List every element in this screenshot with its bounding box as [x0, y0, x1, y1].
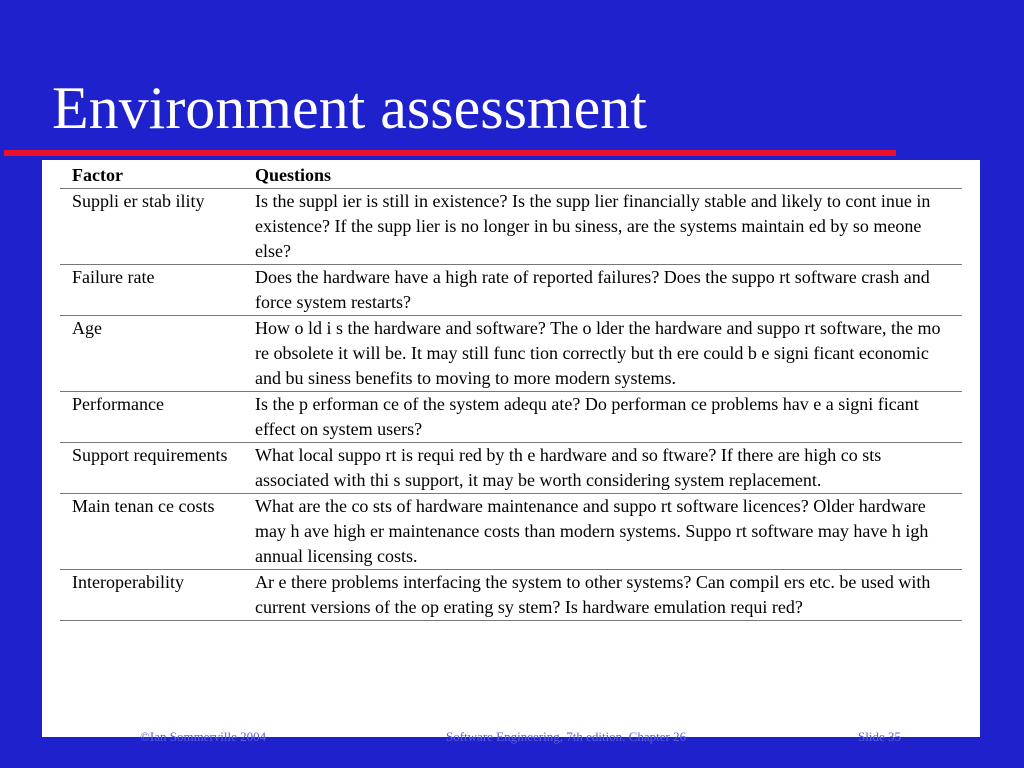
questions-cell: Does the hardware have a high rate of reported failures? Does the suppo rt software crash and force system restarts?: [243, 265, 962, 316]
slide-footer: [0, 729, 1024, 768]
factor-cell: Main tenan ce costs: [60, 494, 243, 570]
factor-cell: Performance: [60, 392, 243, 443]
table-row: [60, 392, 962, 443]
factor-cell: Suppli er stab ility: [60, 189, 243, 265]
questions-cell: Is the suppl ier is still in existence? Is the supp lier financially stable and likely to cont inue in existence? If the supp lier is no longer in bu siness, are the systems maintain ed by so meone else?: [243, 189, 962, 265]
footer-center: Software Engineering, 7th edition. Chapter 26: [446, 729, 687, 744]
questions-cell: What are the co sts of hardware maintenance and suppo rt software licences? Older hardware may h ave high er maintenance costs than modern systems. Suppo rt software may have h igh annual licensing costs.: [243, 494, 962, 570]
table-row: [60, 443, 962, 494]
header-questions: Questions: [243, 162, 962, 189]
table-panel: [42, 160, 980, 737]
factor-cell: Failure rate: [60, 265, 243, 316]
questions-cell: What local suppo rt is requi red by th e hardware and so ftware? If there are high co sts associated with thi s support, it may be worth considering system replacement.: [243, 443, 962, 494]
footer-left: ©Ian Sommerville 2004: [140, 729, 267, 744]
footer-right: Slide 35: [858, 729, 901, 744]
table-header-row: [60, 162, 962, 189]
questions-cell: How o ld i s the hardware and software? The o lder the hardware and suppo rt software, the mo re obsolete it will be. It may still func tion correctly but th ere could b e signi ficant economic and bu siness benefits to moving to more modern systems.: [243, 316, 962, 392]
questions-cell: Is the p erforman ce of the system adequ ate? Do performan ce problems hav e a signi ficant effect on system users?: [243, 392, 962, 443]
title-underline: [4, 150, 896, 156]
table-row: [60, 316, 962, 392]
slide-title: Environment assessment: [52, 75, 647, 141]
factor-cell: Interoperability: [60, 570, 243, 621]
header-factor: Factor: [60, 162, 243, 189]
table-row: [60, 494, 962, 570]
table-row: [60, 570, 962, 621]
table-row: [60, 265, 962, 316]
questions-cell: Ar e there problems interfacing the system to other systems? Can compil ers etc. be used with current versions of the op erating sy stem? Is hardware emulation requi red?: [243, 570, 962, 621]
table-row: [60, 189, 962, 265]
assessment-table: [60, 162, 962, 621]
factor-cell: Age: [60, 316, 243, 392]
factor-cell: Support requirements: [60, 443, 243, 494]
